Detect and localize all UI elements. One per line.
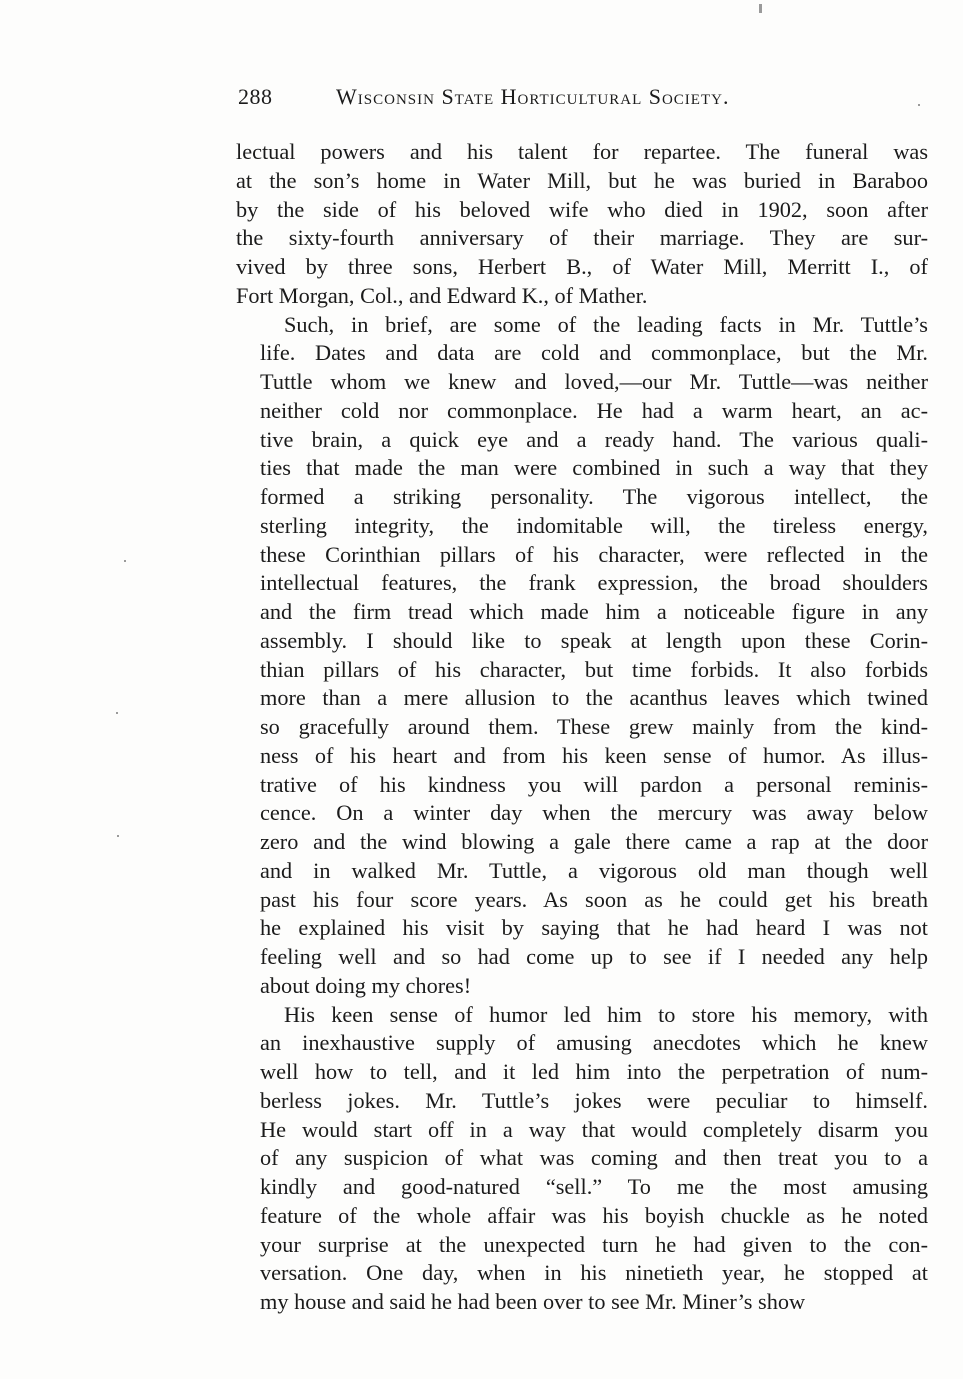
scan-speck	[759, 4, 762, 13]
page-header	[238, 84, 928, 116]
text-line: ness of his heart and from his keen sense of humor. As illus-	[260, 742, 928, 768]
text-line: lectual powers and his talent for repartee. The funeral was	[236, 139, 928, 164]
body-text	[236, 138, 928, 1317]
text-line: by the side of his beloved wife who died in 1902, soon after	[236, 196, 928, 222]
scan-speck	[116, 712, 118, 714]
text-line: so gracefully around them. These grew mainly from the kind-	[260, 714, 928, 739]
text-line: past his four score years. As soon as he could get his breath	[260, 886, 928, 912]
text-line: vived by three sons, Herbert B., of Water Mill, Merritt I., of	[236, 254, 928, 279]
text-line: feature of the whole affair was his boyish chuckle as he noted	[260, 1202, 928, 1228]
page-number: 288	[238, 84, 273, 109]
text-line: he explained his visit by saying that he had heard I was not	[260, 915, 928, 941]
text-line: trative of his kindness you will pardon a personal reminis-	[260, 771, 928, 797]
text-line: intellectual features, the frank expression, the broad shoulders	[260, 570, 928, 596]
text-line: tive brain, a quick eye and a ready hand. The various quali-	[260, 426, 928, 452]
text-line: thian pillars of his character, but time forbids. It also forbids	[260, 656, 928, 682]
text-line: feeling well and so had come up to see if I needed any help	[260, 944, 928, 969]
running-head: Wisconsin State Horticultural Society.	[336, 84, 730, 109]
text-line: neither cold nor commonplace. He had a warm heart, an ac-	[260, 397, 928, 423]
text-line: about doing my chores!	[260, 972, 472, 998]
text-line: Tuttle whom we knew and loved,—our Mr. Tuttle—was neither	[260, 369, 928, 394]
text-line: Such, in brief, are some of the leading facts in Mr. Tuttle’s	[284, 311, 928, 337]
text-line: versation. One day, when in his ninetieth year, he stopped at	[260, 1260, 928, 1286]
text-line: berless jokes. Mr. Tuttle’s jokes were peculiar to himself.	[260, 1087, 928, 1113]
text-line: zero and the wind blowing a gale there came a rap at the door	[260, 829, 928, 854]
text-line: your surprise at the unexpected turn he had given to the con-	[260, 1231, 928, 1257]
text-line: kindly and good-natured “sell.” To me the most amusing	[260, 1174, 928, 1199]
text-line: ties that made the man were combined in such a way that they	[260, 455, 928, 481]
text-line: cence. On a winter day when the mercury was away below	[260, 800, 928, 826]
paragraph	[236, 311, 928, 1001]
text-line: sterling integrity, the indomitable will, the tireless energy,	[260, 512, 928, 538]
text-line: and in walked Mr. Tuttle, a vigorous old man though well	[260, 857, 928, 883]
text-line: and the firm tread which made him a noticeable figure in any	[260, 599, 928, 624]
text-line: of any suspicion of what was coming and then treat you to a	[260, 1145, 928, 1171]
scan-speck	[124, 560, 126, 562]
text-line: life. Dates and data are cold and commonplace, but the Mr.	[260, 340, 928, 366]
text-line: these Corinthian pillars of his character, were reflected in the	[260, 541, 928, 567]
text-line: an inexhaustive supply of amusing anecdotes which he knew	[260, 1030, 928, 1056]
text-line: my house and said he had been over to see Mr. Miner’s show	[260, 1289, 806, 1314]
text-line: more than a mere allusion to the acanthus leaves which twined	[260, 685, 928, 711]
paragraph	[236, 138, 928, 311]
text-line: Fort Morgan, Col., and Edward K., of Mather.	[236, 282, 648, 308]
text-line: well how to tell, and it led him into the perpetration of num-	[260, 1059, 928, 1084]
text-line: formed a striking personality. The vigorous intellect, the	[260, 484, 928, 509]
text-line: He would start off in a way that would completely disarm you	[260, 1116, 928, 1142]
text-line: the sixty-fourth anniversary of their marriage. They are sur-	[236, 225, 928, 251]
text-line: at the son’s home in Water Mill, but he was buried in Baraboo	[236, 167, 928, 193]
text-line: assembly. I should like to speak at length upon these Corin-	[260, 627, 928, 653]
scan-speck	[117, 835, 119, 837]
text-line: His keen sense of humor led him to store his memory, with	[284, 1001, 928, 1027]
paragraph	[236, 1001, 928, 1317]
